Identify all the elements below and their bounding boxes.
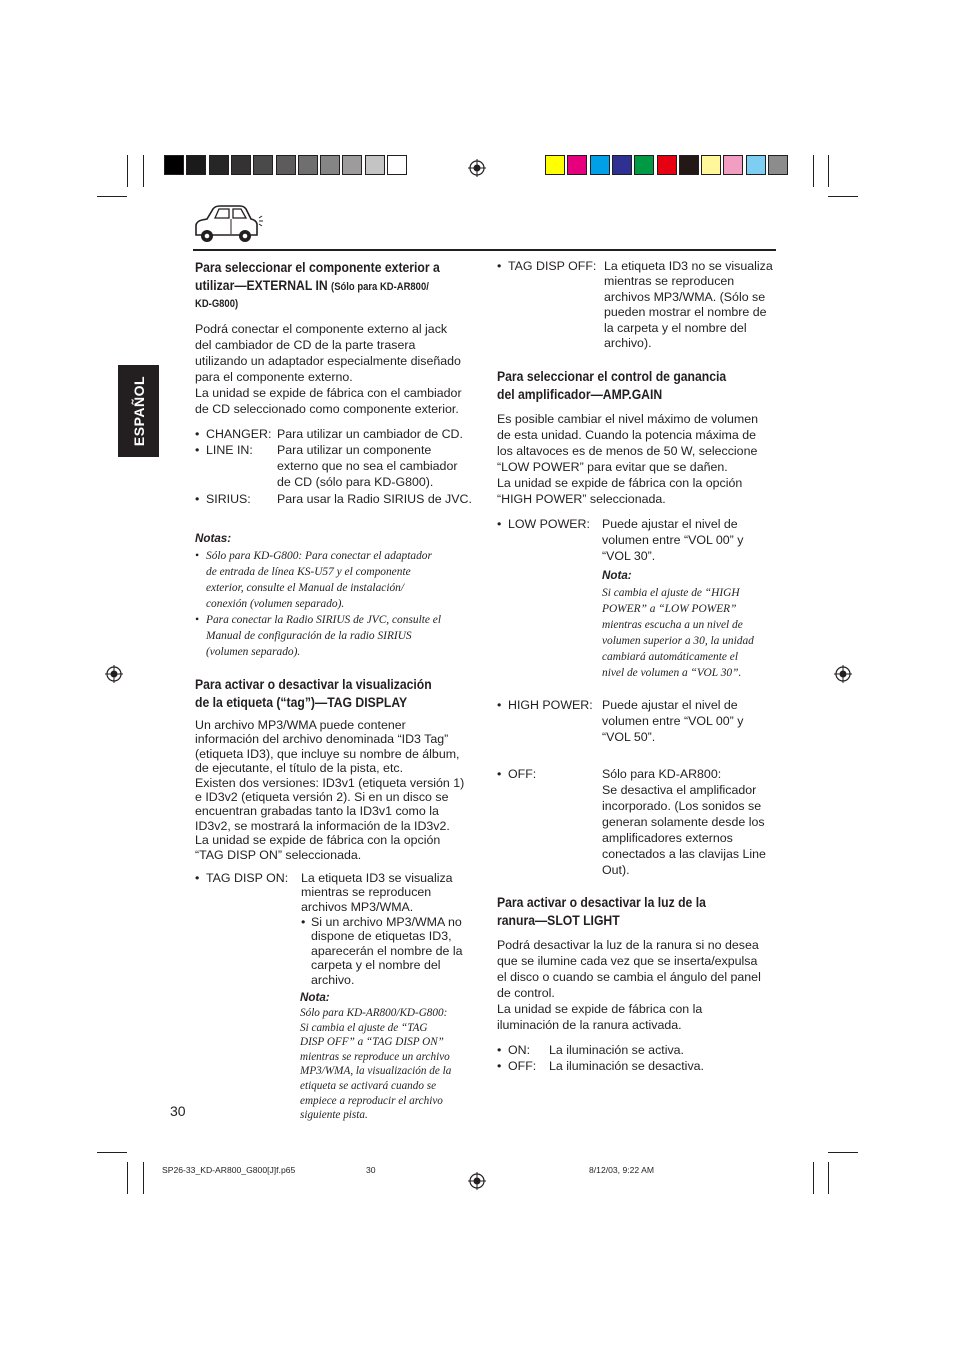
color-swatch — [276, 155, 296, 175]
option-key: HIGH POWER: — [508, 698, 593, 712]
option-key: OFF: — [508, 1059, 537, 1073]
option-value: Para usar la Radio SIRIUS de JVC. — [277, 492, 472, 506]
color-swatch — [320, 155, 340, 175]
color-swatch — [365, 155, 385, 175]
option-key: LINE IN: — [206, 443, 253, 457]
registration-mark-icon — [468, 1172, 486, 1190]
color-swatch — [231, 155, 251, 175]
option-value: Puede ajustar el nivel de volumen entre “VOL 00” y “VOL 30”. — [602, 517, 744, 563]
option-key: OFF: — [508, 767, 537, 781]
option-value: Para utilizar un componente externo que no sea el cambiador de CD (sólo para KD-G800). — [277, 443, 458, 489]
tag-display-body: Un archivo MP3/WMA puede contener información del archivo denominada “ID3 Tag” (etiqueta ID3), que incluye su nombre de álbum, de ejecutante, el título de la pista, etc. Existen dos versiones: ID3v1 (etiqueta versión 1) e ID3v2 (etiqueta versión 2). Si en un disco se encuentran grabadas tanto la ID3v1 como la ID3v2, se mostrará la información de la ID3v2. La unidad se expide de fábrica con la opción “TAG DISP ON” seleccionada. — [195, 718, 465, 862]
color-swatch — [768, 155, 788, 175]
option-value: Para utilizar un cambiador de CD. — [277, 427, 463, 441]
heading-line — [195, 277, 440, 296]
registration-mark-icon — [105, 665, 123, 683]
registration-mark-icon — [468, 159, 486, 177]
heading-line: ranura—SLOT LIGHT — [497, 913, 620, 929]
crop-mark — [97, 196, 127, 197]
note-text: Sólo para KD-AR800/KD-G800: Si cambia el ajuste de “TAG DISP OFF” a “TAG DISP ON” mientras se reproduce un archivo MP3/WMA, la visualización de la etiqueta se activará cuando se empiece a reproducir el archivo siguiente pista. — [300, 1007, 452, 1122]
page-number: 30 — [170, 1103, 186, 1119]
slot-light-body: Podrá desactivar la luz de la ranura si no desea que se ilumine cada vez que se inserta/expulsa el disco o cuando se cambia el ángulo del panel de control. La unidad se expide de fábrica con la iluminación de la ranura activada. — [497, 938, 761, 1032]
crop-mark — [97, 1152, 127, 1153]
section-heading-amp-gain — [497, 368, 726, 404]
crop-mark — [828, 196, 858, 197]
color-swatch — [209, 155, 229, 175]
section-heading-external — [195, 259, 440, 313]
color-swatch — [164, 155, 184, 175]
color-swatch — [387, 155, 407, 175]
crop-mark — [828, 155, 829, 187]
color-swatch — [657, 155, 677, 175]
color-swatch — [253, 155, 273, 175]
color-swatch — [679, 155, 699, 175]
color-swatch — [590, 155, 610, 175]
note-title: Nota: — [300, 991, 330, 1004]
crop-mark — [813, 155, 814, 187]
option-value: Puede ajustar el nivel de volumen entre “VOL 00” y “VOL 50”. — [602, 698, 744, 744]
option-key: ON: — [508, 1043, 531, 1057]
option-value: La etiqueta ID3 no se visualiza mientras se reproducen archivos MP3/WMA. (Sólo se pueden mostrar el nombre de la carpeta y el nombre del archivo). — [604, 259, 773, 351]
option-sub-text: Si un archivo MP3/WMA no dispone de etiquetas ID3, aparecerán el nombre de la carpeta y el nombre del archivo. — [311, 915, 463, 987]
option-value: La iluminación se desactiva. — [549, 1059, 704, 1073]
external-body: Podrá conectar el componente externo al jack del cambiador de CD de la parte trasera utilizando un adaptador especialmente diseñado para el componente externo. La unidad se expide de fábrica con el cambiador de CD seleccionado como componente exterior. — [195, 322, 462, 416]
crop-mark — [828, 1152, 858, 1153]
heading-line: Para seleccionar el control de ganancia — [497, 369, 727, 385]
color-swatch — [701, 155, 721, 175]
section-heading-slot-light — [497, 894, 706, 930]
color-swatch — [612, 155, 632, 175]
crop-mark — [127, 1162, 128, 1194]
heading-line: Para seleccionar el componente exterior a — [195, 260, 440, 276]
heading-line: de la etiqueta (“tag”)—TAG DISPLAY — [195, 695, 408, 711]
language-tab-label: ESPAÑOL — [131, 375, 147, 447]
heading-text: utilizar—EXTERNAL IN — [195, 278, 328, 294]
crop-mark — [127, 155, 128, 187]
crop-mark — [143, 155, 144, 187]
note-title: Nota: — [602, 569, 632, 582]
option-key: CHANGER: — [206, 427, 272, 441]
option-value: La etiqueta ID3 se visualiza mientras se reproducen archivos MP3/WMA. — [301, 871, 453, 914]
footer-file-name: SP26-33_KD-AR800_G800[J]f.p65 — [162, 1165, 296, 1175]
amp-gain-body: Es posible cambiar el nivel máximo de volumen de esta unidad. Cuando la potencia máxima de los altavoces es de menos de 50 W, seleccione “LOW POWER” para evitar que se dañen. La unidad se expide de fábrica con la opción “HIGH POWER” seleccionada. — [497, 412, 759, 506]
option-value: La iluminación se activa. — [549, 1043, 684, 1057]
heading-line: del amplificador—AMP.GAIN — [497, 387, 663, 403]
registration-mark-icon — [834, 665, 852, 683]
notes-title: Notas: — [195, 532, 232, 545]
color-swatch — [634, 155, 654, 175]
heading-line: Para activar o desactivar la visualización — [195, 677, 432, 693]
option-key: TAG DISP ON: — [206, 871, 289, 885]
heading-note: (Sólo para KD-AR800/ — [331, 281, 429, 293]
header-rule — [193, 249, 776, 251]
color-swatch — [567, 155, 587, 175]
footer-timestamp: 8/12/03, 9:22 AM — [589, 1165, 654, 1175]
heading-line: Para activar o desactivar la luz de la — [497, 895, 706, 911]
footer-page: 30 — [366, 1165, 376, 1175]
option-key: TAG DISP OFF: — [508, 259, 597, 273]
color-swatch — [723, 155, 743, 175]
color-swatch — [746, 155, 766, 175]
option-key: SIRIUS: — [206, 492, 251, 506]
color-swatch — [298, 155, 318, 175]
heading-note: KD-G800) — [195, 298, 239, 310]
crop-mark — [828, 1162, 829, 1194]
color-swatch — [545, 155, 565, 175]
crop-mark — [813, 1162, 814, 1194]
note-text: Sólo para KD-G800: Para conectar el adaptador de entrada de línea KS-U57 y el componente exterior, consulte el Manual de instalación/ conexión (volumen separado). — [206, 550, 432, 610]
note-text: Para conectar la Radio SIRIUS de JVC, consulte el Manual de configuración de la radio SIRIUS (volumen separado). — [206, 614, 442, 658]
option-value: Sólo para KD-AR800: Se desactiva el amplificador incorporado. (Los sonidos se generan solamente desde los amplificadores externos conectados a las clavijas Line Out). — [602, 767, 766, 877]
car-icon — [193, 203, 263, 245]
color-swatch — [186, 155, 206, 175]
crop-mark — [143, 1162, 144, 1194]
note-text: Si cambia el ajuste de “HIGH POWER” a “LOW POWER” mientras escucha a un nivel de volumen superior a 30, la unidad cambiará automáticamente el nivel de volumen a “VOL 30”. — [602, 587, 754, 679]
color-swatch — [342, 155, 362, 175]
option-key: LOW POWER: — [508, 517, 590, 531]
section-heading-tag-display — [195, 676, 432, 712]
